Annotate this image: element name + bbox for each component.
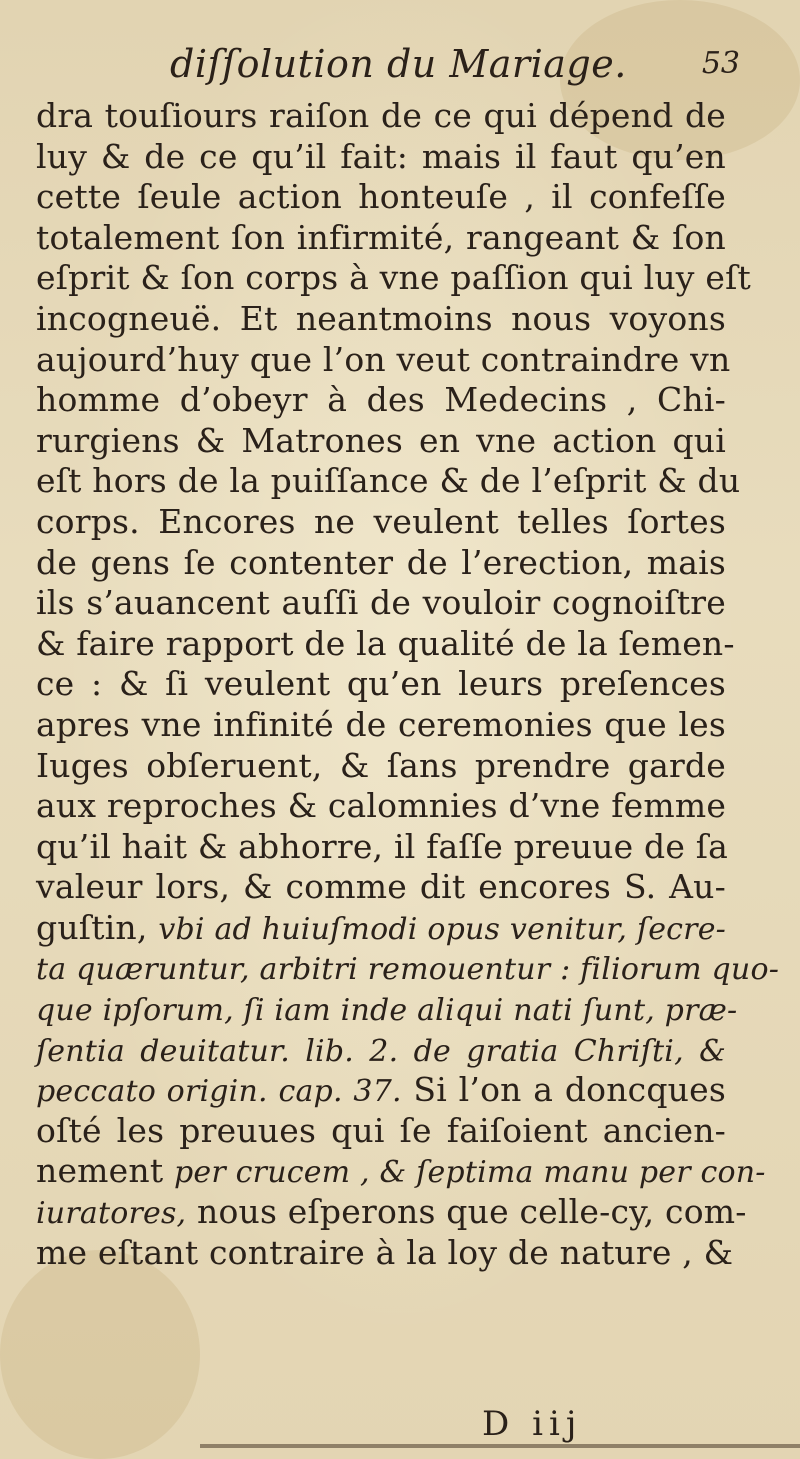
page-number: 53 [701,46,740,81]
page-header [170,42,750,102]
text-span: aux reproches & calomnies d’vne femme [36,786,727,826]
running-title: diſſolution du Mariage. [170,42,627,86]
text-line [36,1151,766,1192]
text-line [36,421,726,462]
text-line [36,664,726,705]
italic-text-span: vbi ad huiuſmodi opus venitur, ſecre- [158,911,726,947]
text-line [36,380,726,421]
text-line [36,786,726,827]
text-line [36,258,751,299]
text-span: corps. Encores ne veulent telles ſortes [36,501,726,541]
bottom-edge [200,1444,800,1448]
text-span: rurgiens & Matrones en vne action qui [36,420,726,460]
text-line [36,746,726,787]
text-span: nous eſperons que celle-cy, com- [186,1192,747,1232]
text-line [36,705,726,746]
text-span: qu’il hait & abhorre, il faſſe preuue de ſa [36,826,729,866]
text-span: ils s’auancent auſſi de vouloir cognoiſtre [36,583,726,623]
text-span: eſt hors de la puiſſance & de l’eſprit & du [36,461,741,501]
italic-text-span: iuratores, [36,1196,187,1232]
text-line [36,1070,726,1111]
text-span: & faire rapport de la qualité de la ſemen- [36,623,735,663]
body-text [36,96,780,1273]
text-line [36,1111,726,1152]
text-line [36,1192,747,1233]
italic-text-span: per crucem , & ſeptima manu per con- [174,1155,766,1191]
text-line [36,177,726,218]
text-line [36,623,735,665]
text-span: luy & de ce qu’il fait: mais il faut qu’en [36,136,726,176]
text-span: cette ſeule action honteuſe , il confeſſe [36,177,726,217]
italic-text-span: que ipſorum, ſi iam inde aliqui nati ſunt, præ- [36,993,738,1029]
text-span: Iuges obſeruent, & ſans prendre garde [36,745,726,785]
text-line [36,826,729,868]
paper-stain [0,1250,200,1459]
text-line [36,299,726,340]
text-line [36,339,731,381]
text-span: homme d’obeyr à des Medecins , Chi- [36,380,726,420]
text-span: ce : & ſi veulent qu’en leurs preſences [36,664,726,704]
signature-mark: D iij [482,1404,583,1444]
text-line [36,461,741,502]
text-span: me eſtant contraire à la loy de nature , & [36,1232,734,1272]
text-span: aujourd’huy que l’on veut contraindre vn [36,339,731,379]
text-line [36,96,726,137]
text-line [36,867,726,908]
italic-text-span: ta quæruntur, arbitri remouentur : filiorum quo- [36,952,780,988]
text-line [36,502,726,543]
text-span: Si l’on a doncques [401,1070,726,1110]
text-span: nement [36,1151,175,1191]
text-line [36,543,726,584]
text-line [36,1232,734,1274]
text-span: eſprit & ſon corps à vne paſſion qui luy eſt [36,258,751,298]
text-line [36,137,726,178]
text-span: de gens ſe contenter de l’erection, mais [36,542,726,582]
text-span: totalement ſon infirmité, rangeant & ſon [36,217,726,257]
text-span: apres vne infinité de ceremonies que les [36,704,726,744]
text-span: oſté les preuues qui ſe faiſoient ancien- [36,1110,726,1150]
italic-text-span: ſentia deuitatur. lib. 2. de gratia Chriſti, & [36,1033,726,1069]
text-span: dra touſiours raiſon de ce qui dépend de [36,96,726,135]
text-line [36,218,726,259]
text-line [36,908,726,949]
italic-text-span: peccato origin. cap. 37. [36,1074,402,1110]
text-span: guſtin, [36,907,159,947]
text-span: incogneuë. Et neantmoins nous voyons [36,298,726,338]
text-line [36,948,780,989]
text-line [36,989,738,1030]
text-line [36,1030,726,1071]
text-span: valeur lors, & comme dit encores S. Au- [36,867,726,907]
text-line [36,583,726,624]
